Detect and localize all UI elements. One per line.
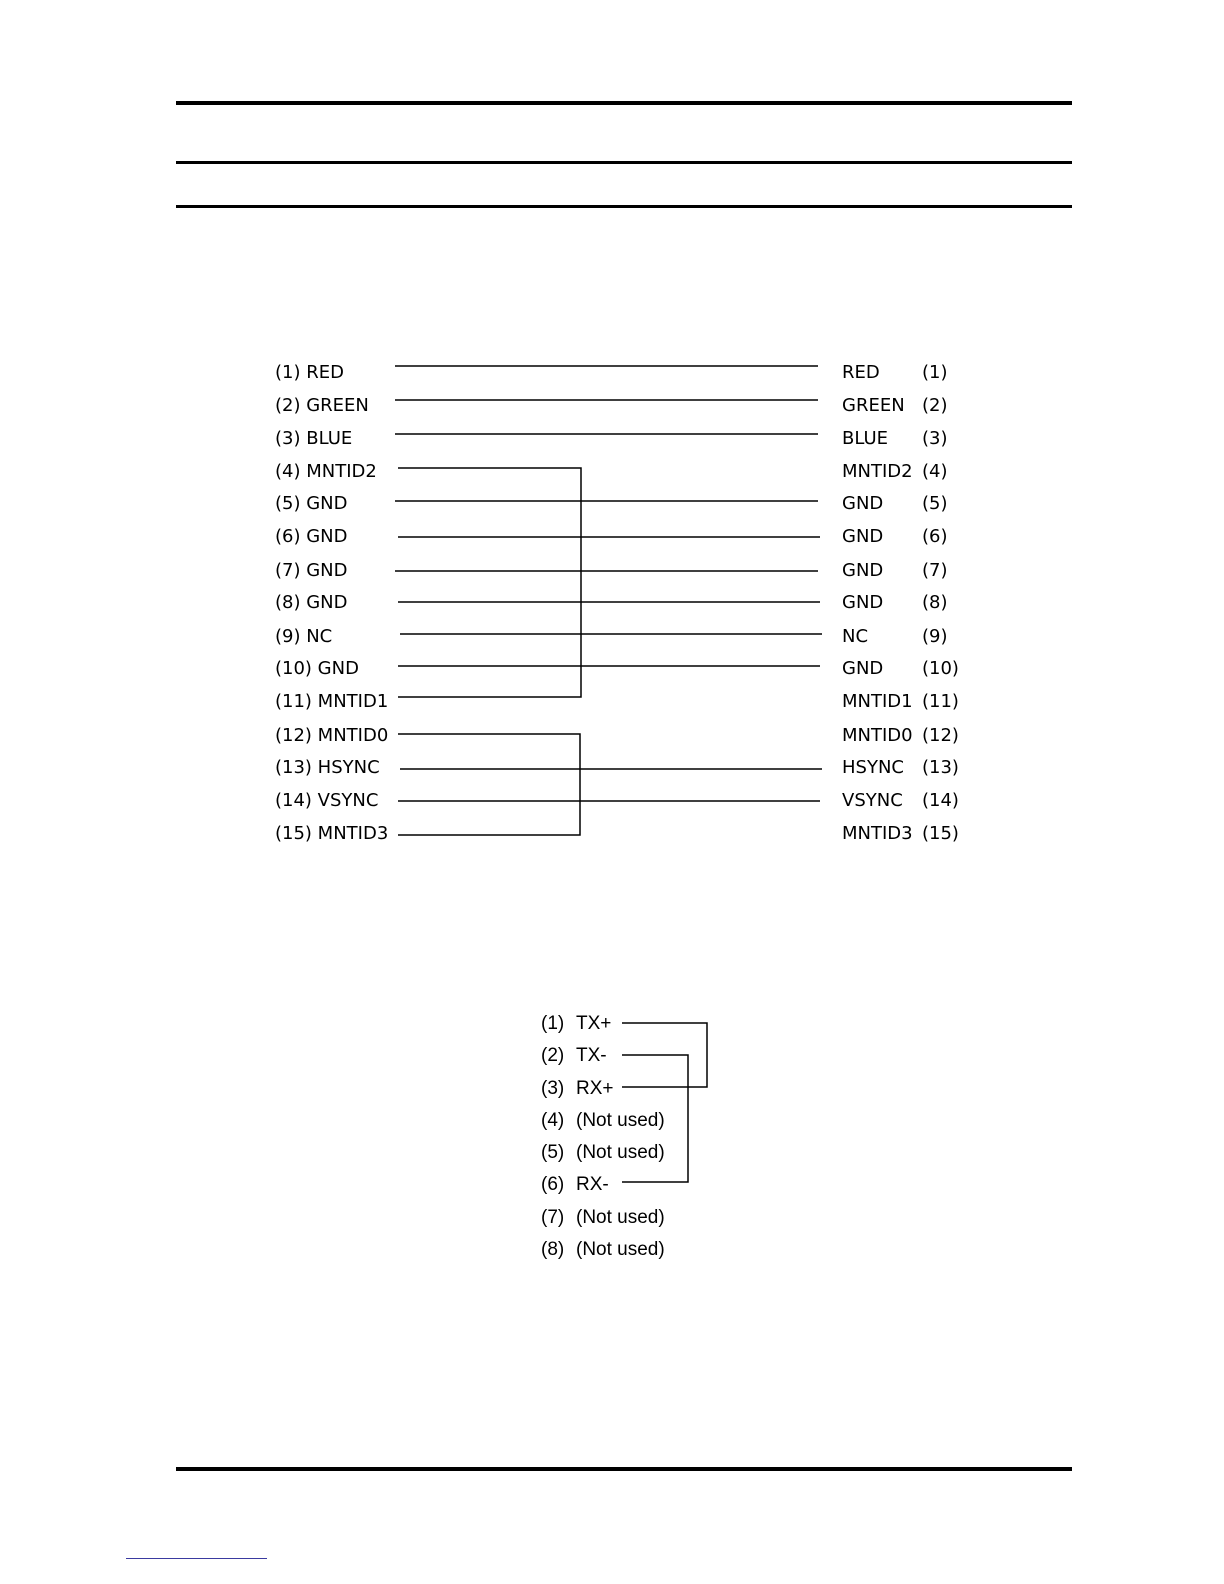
lan-signal: TX- (576, 1045, 607, 1066)
vga-cable-diagram (275, 362, 959, 844)
footer-link-underline (126, 1558, 267, 1559)
vga-right-pin: (11) (922, 691, 959, 712)
lan-pin: (1) (541, 1013, 565, 1034)
vga-right-pin: (8) (922, 592, 948, 613)
vga-left-label: (14) VSYNC (275, 790, 379, 811)
lan-signal: RX- (576, 1174, 609, 1195)
vga-right-signal: MNTID0 (842, 725, 913, 746)
vga-right-pin: (1) (922, 362, 948, 383)
vga-right-pin: (6) (922, 526, 948, 547)
vga-left-label: (5) GND (275, 493, 348, 514)
vga-right-signal: GND (842, 592, 884, 613)
vga-right-signal: MNTID3 (842, 823, 913, 844)
vga-right-signal: GND (842, 560, 884, 581)
vga-left-label: (11) MNTID1 (275, 691, 389, 712)
vga-right-pin: (13) (922, 757, 959, 778)
vga-right-signal: HSYNC (842, 757, 904, 778)
vga-right-pin: (12) (922, 725, 959, 746)
vga-left-label: (7) GND (275, 560, 348, 581)
vga-right-pin: (4) (922, 461, 948, 482)
vga-right-signal: NC (842, 626, 869, 647)
vga-left-label: (4) MNTID2 (275, 461, 377, 482)
vga-right-signal: GND (842, 493, 884, 514)
vga-right-signal: GREEN (842, 395, 905, 416)
lan-signal: (Not used) (576, 1110, 665, 1131)
loop-mntid0-mntid3 (398, 734, 580, 835)
lan-pin: (4) (541, 1110, 565, 1131)
vga-right-signal: RED (842, 362, 880, 383)
vga-right-pin: (2) (922, 395, 948, 416)
vga-right-pin: (14) (922, 790, 959, 811)
lan-pin: (5) (541, 1142, 565, 1163)
vga-right-signal: BLUE (842, 428, 889, 449)
vga-left-label: (13) HSYNC (275, 757, 380, 778)
vga-right-signal: VSYNC (842, 790, 903, 811)
vga-left-label: (3) BLUE (275, 428, 353, 449)
lan-signal: (Not used) (576, 1239, 665, 1260)
vga-left-label: (9) NC (275, 626, 333, 647)
vga-right-pin: (9) (922, 626, 948, 647)
lan-signal: (Not used) (576, 1207, 665, 1228)
lan-loopback-diagram (541, 1013, 707, 1260)
vga-left-label: (12) MNTID0 (275, 725, 389, 746)
vga-left-label: (2) GREEN (275, 395, 369, 416)
lan-pin: (8) (541, 1239, 565, 1260)
vga-left-label: (10) GND (275, 658, 359, 679)
vga-left-label: (1) RED (275, 362, 344, 383)
vga-left-label: (8) GND (275, 592, 348, 613)
vga-left-label: (15) MNTID3 (275, 823, 389, 844)
lan-signal: TX+ (576, 1013, 612, 1034)
vga-right-signal: GND (842, 526, 884, 547)
lan-pin: (3) (541, 1078, 565, 1099)
loop-mntid2-mntid1 (398, 468, 581, 697)
lan-signal: RX+ (576, 1078, 614, 1099)
lan-pin: (7) (541, 1207, 565, 1228)
vga-right-pin: (7) (922, 560, 948, 581)
vga-right-signal: MNTID2 (842, 461, 913, 482)
vga-right-signal: MNTID1 (842, 691, 913, 712)
vga-right-pin: (5) (922, 493, 948, 514)
vga-right-pin: (3) (922, 428, 948, 449)
lan-pin: (2) (541, 1045, 565, 1066)
vga-right-pin: (15) (922, 823, 959, 844)
vga-right-signal: GND (842, 658, 884, 679)
vga-right-pin: (10) (922, 658, 959, 679)
footer-rule (176, 1467, 1072, 1471)
lan-signal: (Not used) (576, 1142, 665, 1163)
lan-pin: (6) (541, 1174, 565, 1195)
vga-left-label: (6) GND (275, 526, 348, 547)
